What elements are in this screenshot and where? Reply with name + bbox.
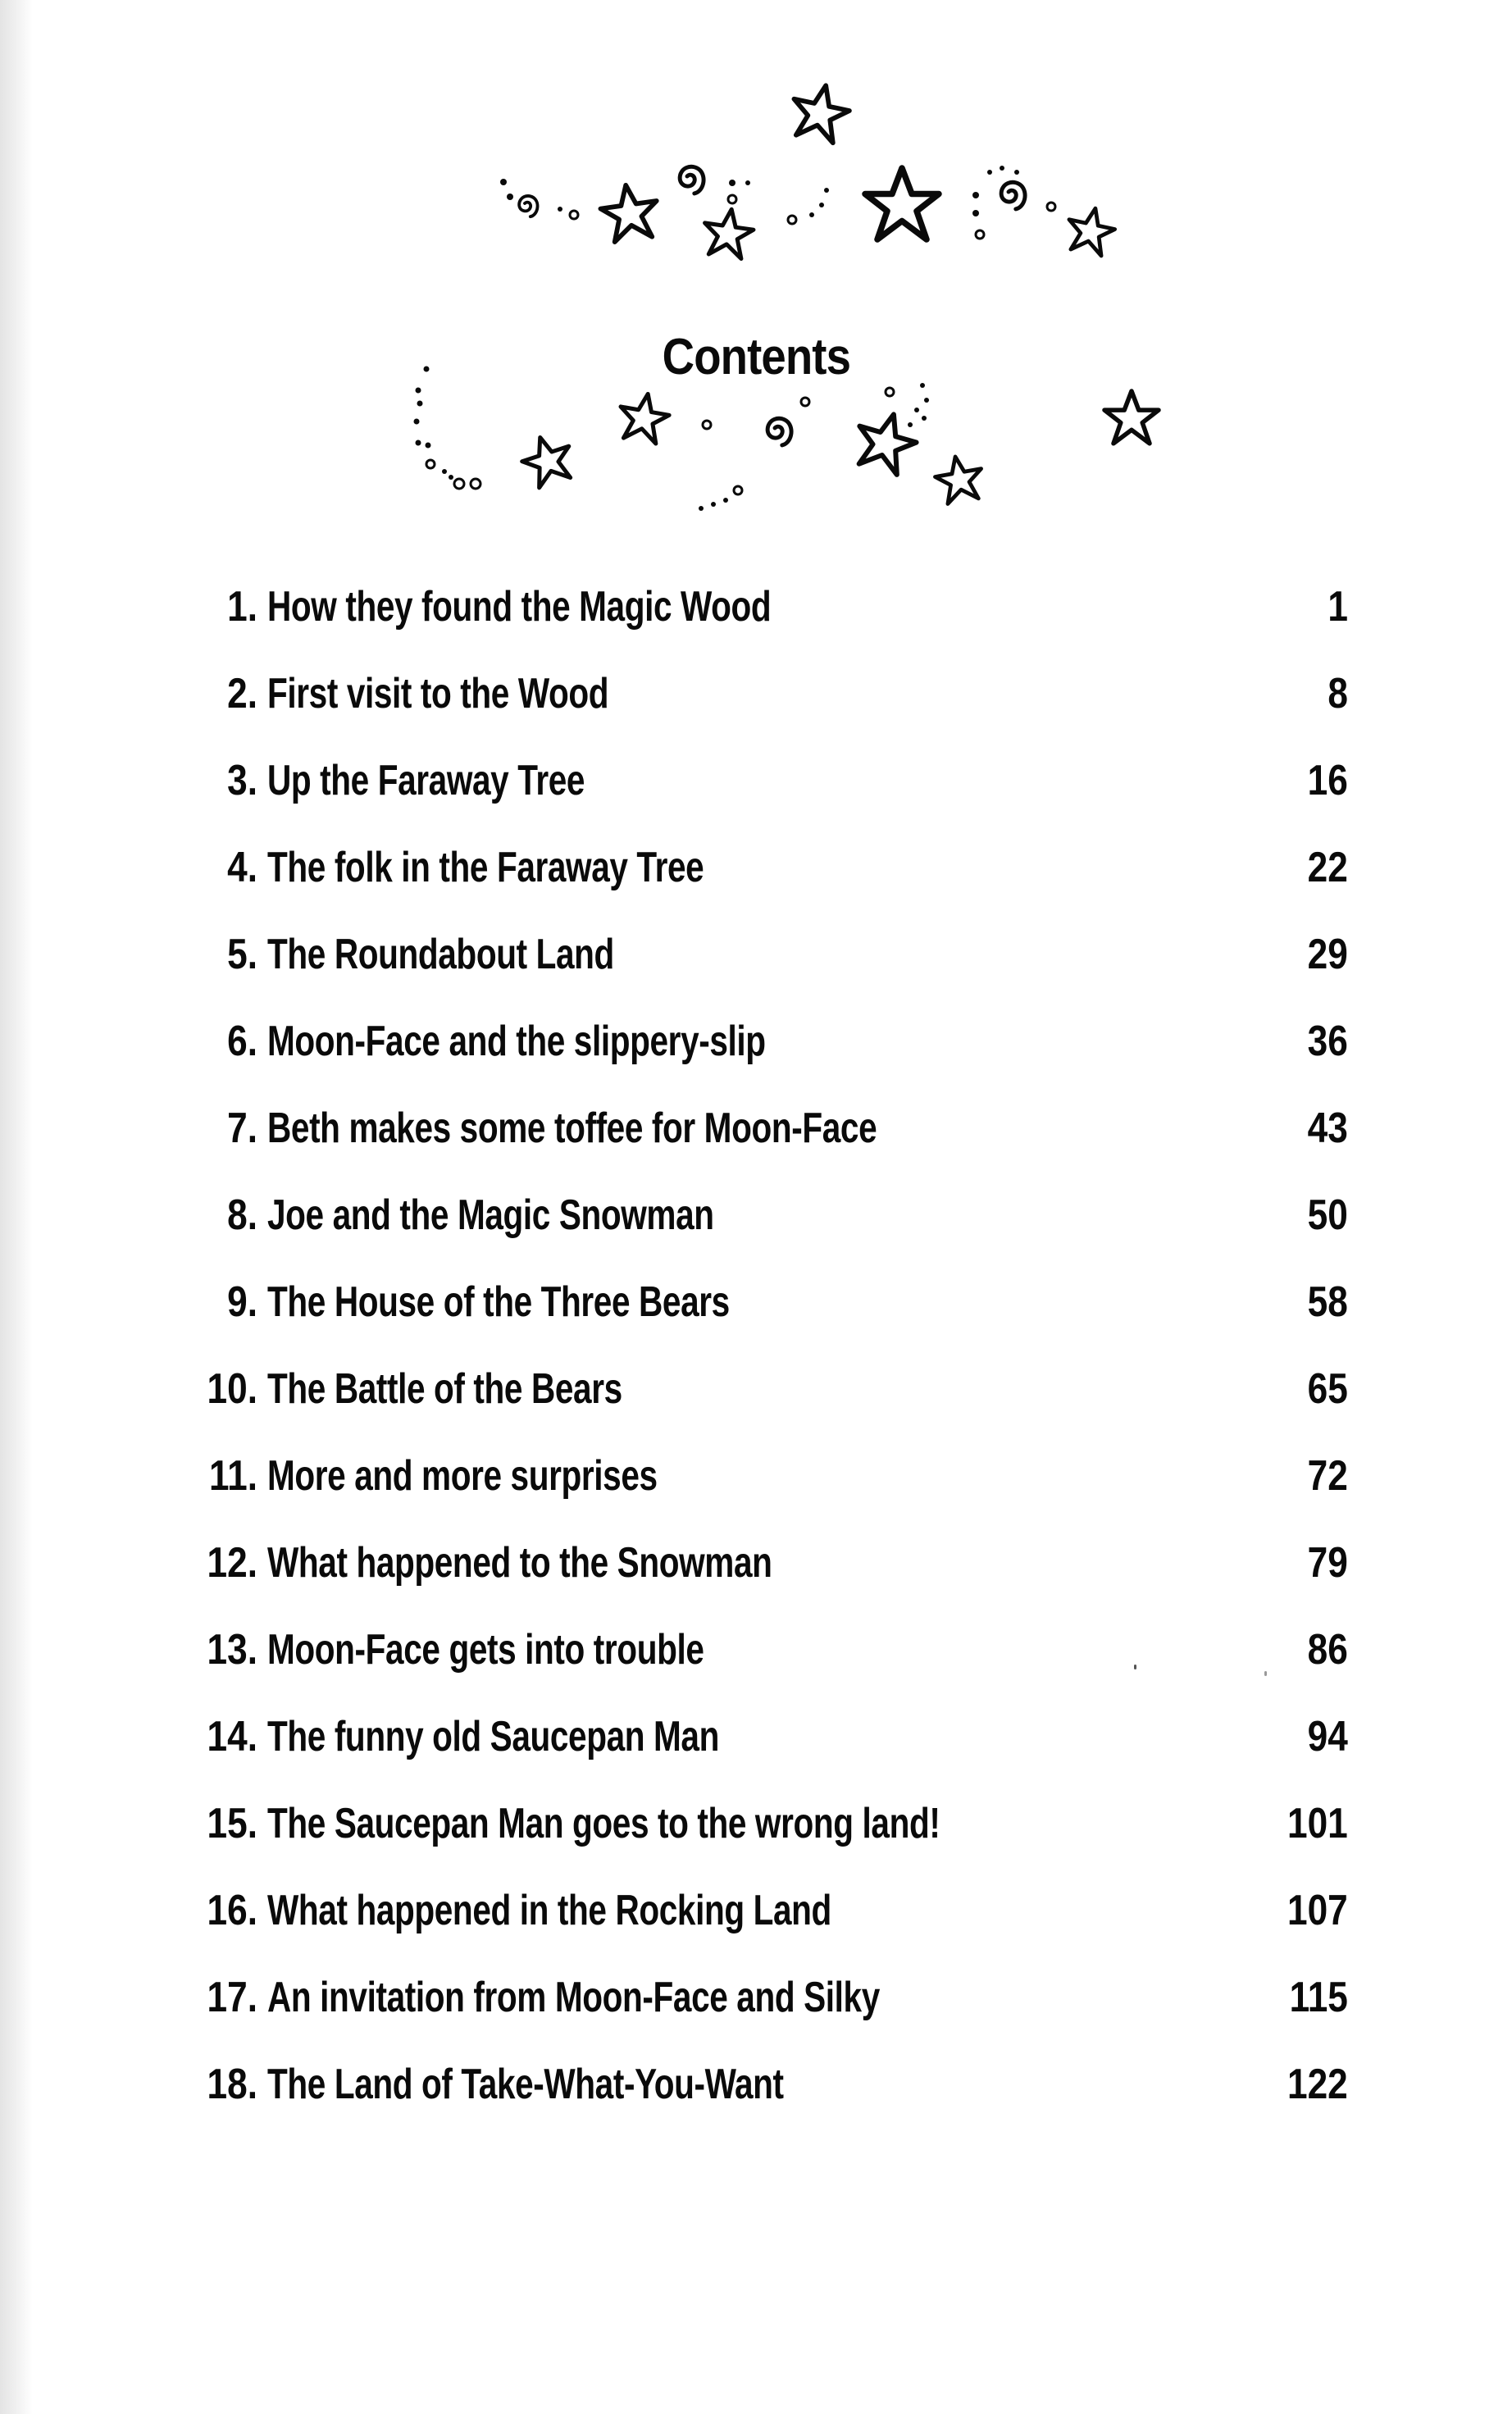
page-number: 65	[1307, 1365, 1348, 1413]
chapter-title: What happened to the Snowman	[267, 1539, 772, 1587]
chapter-number: 6.	[227, 1018, 257, 1065]
toc-row[interactable]	[0, 1443, 1512, 1509]
toc-row[interactable]	[0, 1356, 1512, 1422]
chapter-title: An invitation from Moon-Face and Silky	[267, 1974, 880, 2021]
toc-row[interactable]	[0, 1530, 1512, 1596]
chapter-title: What happened in the Rocking Land	[267, 1887, 831, 1934]
toc-row[interactable]	[0, 574, 1512, 640]
chapter-number: 16.	[207, 1887, 257, 1934]
chapter-number: 8.	[227, 1191, 257, 1239]
print-speck	[1264, 1671, 1267, 1676]
chapter-number: 11.	[208, 1452, 257, 1500]
chapter-number: 17.	[207, 1974, 257, 2021]
chapter-number: 14.	[207, 1713, 257, 1760]
chapter-title: The Battle of the Bears	[267, 1365, 622, 1413]
page-number: 8	[1328, 670, 1348, 717]
toc-row[interactable]	[0, 1617, 1512, 1683]
toc-row[interactable]	[0, 661, 1512, 726]
star-icon	[865, 168, 939, 239]
page-number: 29	[1307, 931, 1348, 978]
toc-row[interactable]	[0, 1182, 1512, 1248]
toc-row[interactable]	[0, 1269, 1512, 1335]
chapter-number: 9.	[227, 1278, 257, 1326]
chapter-title: Moon-Face and the slippery-slip	[267, 1018, 766, 1065]
spiral-icon	[767, 418, 791, 445]
toc-row[interactable]	[0, 922, 1512, 987]
page-number: 101	[1287, 1800, 1348, 1847]
star-icon	[849, 406, 922, 477]
toc-row[interactable]	[0, 1009, 1512, 1074]
toc-row[interactable]	[0, 1878, 1512, 1943]
chapter-title: More and more surprises	[267, 1452, 658, 1500]
page-number: 43	[1307, 1105, 1348, 1152]
chapter-number: 4.	[227, 844, 257, 891]
chapter-number: 7.	[227, 1105, 257, 1152]
star-icon	[1063, 203, 1118, 257]
chapter-number: 5.	[227, 931, 257, 978]
star-icon	[517, 430, 578, 490]
chapter-number: 3.	[227, 757, 257, 804]
spiral-icon	[519, 196, 537, 216]
star-icon	[616, 389, 672, 445]
star-icon	[932, 453, 986, 505]
toc-row[interactable]	[0, 1095, 1512, 1161]
page-title: Contents	[662, 328, 851, 385]
dot-trail-icon	[500, 166, 1055, 239]
star-icon	[787, 80, 854, 145]
page-number: 86	[1307, 1626, 1348, 1674]
chapter-title: Joe and the Magic Snowman	[267, 1191, 714, 1239]
page-number: 1	[1328, 583, 1348, 631]
page-number: 50	[1307, 1191, 1348, 1239]
page-number: 79	[1307, 1539, 1348, 1587]
star-icon	[598, 181, 662, 244]
chapter-title: Moon-Face gets into trouble	[267, 1626, 704, 1674]
toc-row[interactable]	[0, 1704, 1512, 1770]
toc-row[interactable]	[0, 1791, 1512, 1856]
chapter-title: Up the Faraway Tree	[267, 757, 585, 804]
page-number: 58	[1307, 1278, 1348, 1326]
chapter-title: How they found the Magic Wood	[267, 583, 772, 631]
page-number: 16	[1307, 757, 1348, 804]
page-number: 115	[1289, 1974, 1348, 2021]
spiral-icon	[680, 166, 704, 194]
chapter-title: The funny old Saucepan Man	[267, 1713, 719, 1760]
chapter-title: Beth makes some toffee for Moon-Face	[267, 1105, 877, 1152]
chapter-number: 18.	[207, 2061, 257, 2108]
spiral-icon	[1001, 182, 1025, 209]
page-number: 94	[1307, 1713, 1348, 1760]
chapter-title: The House of the Three Bears	[267, 1278, 730, 1326]
chapter-title: The Roundabout Land	[267, 931, 614, 978]
chapter-number: 2.	[227, 670, 257, 717]
toc-row[interactable]	[0, 748, 1512, 813]
chapter-title: First visit to the Wood	[267, 670, 609, 717]
star-icon	[700, 206, 755, 260]
dot-trail-icon	[414, 367, 930, 512]
chapter-number: 12.	[207, 1539, 257, 1587]
toc-row[interactable]	[0, 1965, 1512, 2030]
chapter-number: 1.	[227, 583, 257, 631]
page-number: 122	[1287, 2061, 1348, 2108]
toc-row[interactable]	[0, 835, 1512, 900]
print-speck	[1134, 1665, 1136, 1669]
chapter-number: 13.	[207, 1626, 257, 1674]
toc-row[interactable]	[0, 2052, 1512, 2117]
chapter-title: The Saucepan Man goes to the wrong land!	[267, 1800, 940, 1847]
page-number: 107	[1287, 1887, 1348, 1934]
chapter-number: 10.	[207, 1365, 257, 1413]
star-decoration	[0, 0, 1512, 574]
chapter-number: 15.	[207, 1800, 257, 1847]
page-number: 22	[1307, 844, 1348, 891]
page-number: 36	[1307, 1018, 1348, 1065]
chapter-title: The folk in the Faraway Tree	[267, 844, 704, 891]
chapter-title: The Land of Take-What-You-Want	[267, 2061, 784, 2108]
star-icon	[1104, 391, 1159, 444]
page-number: 72	[1307, 1452, 1348, 1500]
